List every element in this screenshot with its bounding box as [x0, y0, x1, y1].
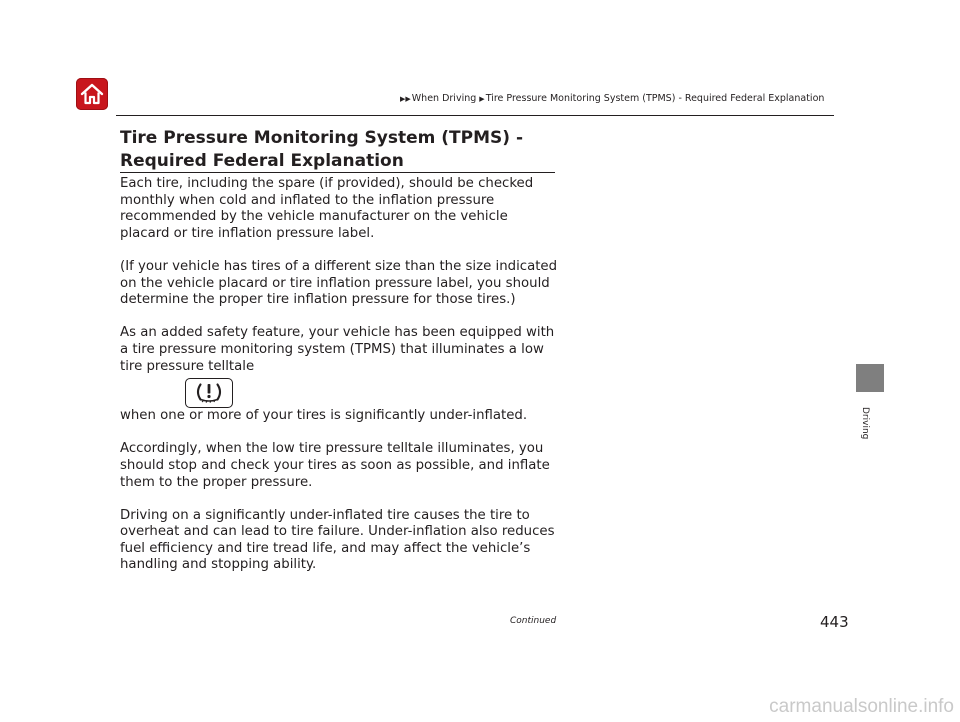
title-divider	[120, 172, 555, 173]
tpms-feature-text: As an added safety feature, your vehicle has been equipped with a tire pressure monitoring system (TPMS) that illuminates a low tire pressure telltale	[120, 325, 555, 374]
home-icon	[76, 78, 108, 110]
body-text	[120, 176, 560, 591]
low-tire-pressure-telltale-icon	[185, 378, 233, 408]
breadcrumb-when-driving[interactable]: When Driving	[411, 93, 477, 104]
page-number: 443	[820, 613, 849, 631]
paragraph-under-inflated: when one or more of your tires is significantly under-inflated.	[120, 408, 528, 424]
breadcrumb-tpms: Tire Pressure Monitoring System (TPMS) - Required Federal Explanation	[485, 93, 825, 104]
continued-label: Continued	[510, 616, 557, 626]
chapter-tab[interactable]	[856, 364, 884, 392]
chapter-label: Driving	[860, 407, 870, 440]
header-divider	[116, 115, 834, 116]
paragraph-telltale-illuminates: Accordingly, when the low tire pressure telltale illuminates, you should stop and check your tires as soon as possible, and inflate them to the proper pressure.	[120, 441, 550, 490]
home-button[interactable]	[76, 78, 108, 110]
breadcrumb-arrow-icon: ▶▶	[400, 95, 411, 103]
paragraph-check-tires: Each tire, including the spare (if provided), should be checked monthly when cold and inflated to the inflation pressure recommended by the vehicle manufacturer on the vehicle placard or tire inflation pressure label.	[120, 176, 534, 241]
section-title: Tire Pressure Monitoring System (TPMS) - Required Federal Explanation	[120, 128, 523, 171]
breadcrumb	[400, 93, 824, 104]
paragraph-tpms-feature	[120, 325, 560, 408]
paragraph-different-size: (If your vehicle has tires of a different size than the size indicated on the vehicle placard or tire inflation pressure label, you should determine the proper tire inflation pressure for those tires.)	[120, 258, 558, 308]
breadcrumb-arrow-icon: ▶	[479, 95, 485, 103]
paragraph-tire-failure: Driving on a significantly under-inflated tire causes the tire to overheat and can lead to tire failure. Under-inflation also reduces fuel efficiency and tire tread life, and may affect the vehicle’s handling and stopping ability.	[120, 507, 555, 573]
watermark: carmanualsonline.info	[769, 696, 954, 717]
